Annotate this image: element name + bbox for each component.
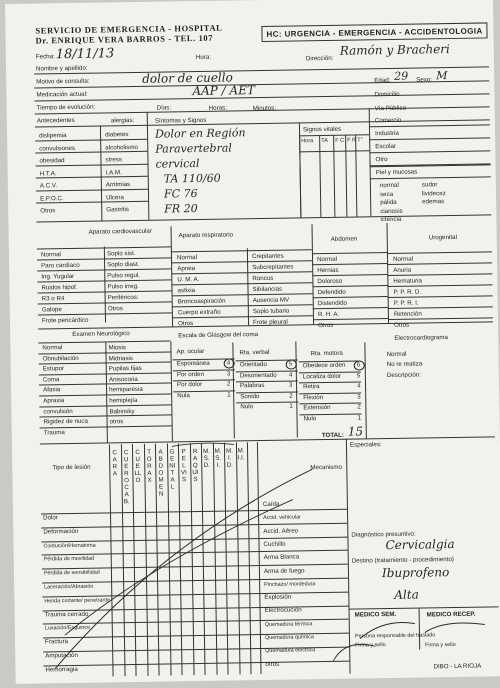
resp-b-6: Frote pleural	[252, 318, 288, 327]
lesion-row-1: Deformación	[43, 527, 79, 536]
tiempo-label: Tiempo de evolución:	[36, 103, 96, 112]
motora-2: Retira	[302, 383, 320, 391]
lesion-col-6: PELVIS	[180, 448, 187, 484]
resp-a-1: Apnea	[177, 265, 196, 273]
resp-b-3: Sibilancias	[252, 285, 283, 294]
medicacion-label: Medicación actual:	[36, 90, 88, 99]
diag-hand-2: Ibuprofeno	[381, 565, 450, 581]
diag-hand-3: Alta	[394, 587, 419, 602]
piel-a-2: pálida	[380, 198, 397, 207]
uro-6: Otros	[394, 321, 410, 329]
header-right-title: HC: URGENCIA - EMERGENCIA - ACCIDENTOLOGIA	[266, 26, 483, 39]
resp-b-4: Ausencia MV	[252, 296, 290, 305]
ocular-score-2: 2	[226, 380, 231, 388]
hora-label: Hora:	[195, 53, 212, 62]
resp-b-2: Roncus	[252, 274, 274, 283]
mecanismo-11: Quemadura eléctrica	[265, 647, 316, 655]
lesion-row-7: Trauma cerrado	[44, 610, 89, 619]
lesion-col-3: TORAX	[146, 448, 152, 484]
abdomen-0: Normal	[316, 255, 338, 264]
header-line-2: Dr. ENRIQUE VERA BARROS - TEL. 107	[35, 32, 214, 46]
mecanismo-6: Pinchazo/ mordedura	[264, 580, 316, 588]
firma2-label: Firma y sello	[425, 642, 456, 649]
especial-noreatiza: No re reatiza	[386, 360, 423, 369]
sintoma-hand-5: FR 20	[164, 201, 198, 216]
signos-col-1: TA	[321, 137, 328, 145]
lesion-col-1: CUEROCAB.	[123, 449, 130, 506]
cardio-title: Aparato cardiovascular	[88, 227, 152, 236]
neuro-a-2: Estupor	[42, 365, 65, 373]
abdomen-5: R. H. A.	[317, 310, 340, 319]
header-line-1: SERVICIO DE EMERGENCIA - HOSPITAL	[35, 22, 223, 36]
neuro-b-4: hemiparesia	[109, 386, 143, 394]
uro-5: Retención	[393, 310, 422, 318]
antecedente-4: A.C.V.	[39, 182, 58, 190]
direccion-value: Ramón y Bracheri	[339, 42, 450, 58]
antecedente-b-6: Gastritis	[106, 206, 130, 214]
lesion-row-2: Contusión/Hematoma	[43, 542, 96, 550]
piel-a-4: ictericia	[380, 215, 402, 224]
verbal-4: Nulo	[240, 403, 254, 411]
edad-value: 29	[394, 69, 409, 83]
motivo-label: Motivo de consulta:	[36, 77, 90, 86]
sexo-value: M	[436, 69, 448, 83]
verbal-score-0: 5	[288, 360, 293, 368]
domicilio-label: Domicilio	[374, 90, 400, 99]
verbal-0: Orientado	[239, 360, 267, 369]
neuro-a-5: Apraxia	[43, 397, 65, 405]
lesion-row-11: Hemorragia	[45, 665, 78, 674]
antecedente-b-2: stress	[105, 156, 123, 164]
antecedente-b-5: Ulcera	[105, 193, 124, 201]
footer-text: DIBO - LA RIOJA	[433, 662, 482, 671]
mecanismo-9: Quemadura térmica	[264, 620, 313, 628]
resp-title: Aparato respiratorio	[178, 231, 234, 240]
lesion-col-4: ABDOMEN	[158, 448, 164, 498]
verbal-3: Sonido	[240, 392, 260, 400]
fecha-label: Fecha:	[35, 53, 55, 61]
mecanismo-10: Quemadura química	[264, 634, 314, 641]
antecedente-3: H.T.A.	[39, 169, 57, 177]
piel-a-3: cianosis	[380, 207, 403, 215]
signos-vitales-title: Signos vitales	[302, 125, 342, 134]
uro-2: Hematuria	[393, 277, 423, 285]
cardio-a-4: R3 o R4	[41, 295, 65, 303]
diag-hand-1: Cervicalgia	[385, 537, 455, 553]
diag-destino-label: Destino (tratamiento - procedimiento)	[351, 556, 454, 565]
ocular-title: Ap. ocular	[176, 347, 205, 356]
resp-b-5: Soplo tubario	[252, 307, 290, 316]
via-label: Vía Pública	[374, 104, 407, 113]
mecanismo-12: otros	[265, 660, 280, 668]
abdomen-1: Hernias	[317, 266, 339, 275]
neuro-b-6: Babinsky	[109, 407, 135, 416]
mecanismo-label: Mecanismo	[310, 463, 343, 472]
motora-1: Localiza dolor	[302, 372, 342, 380]
medico-sem-label: MEDICO SEM.	[354, 610, 397, 619]
lesion-row-9: Fractura	[44, 638, 69, 646]
antecedente-6: Otros	[40, 207, 56, 215]
abdomen-title: Abdomen	[330, 235, 358, 243]
neuro-b-3: Anisocoria	[108, 375, 138, 384]
responsable-label: Persona responsable del traslado	[354, 632, 436, 640]
cardio-b-1: Soplo diast.	[107, 260, 140, 269]
verbal-score-3: 2	[289, 392, 293, 400]
cardio-b-3: Pulso irreg.	[107, 282, 139, 291]
minutos-label: Minutos:	[252, 104, 277, 113]
signos-col-4: T°	[357, 137, 363, 144]
neuro-b-0: Miosis	[108, 344, 127, 352]
lugar-0: Industria	[375, 129, 399, 138]
antecedente-1: convulsiones	[39, 144, 76, 152]
lesion-col-5: GENITAL	[169, 448, 176, 491]
piel-b-0: sudor	[421, 181, 438, 189]
cardio-a-0: Normal	[40, 251, 61, 259]
edad-label: Edad:	[374, 76, 391, 85]
cardio-b-0: Soplo sist.	[106, 249, 136, 258]
ocular-score-0: 4	[226, 359, 231, 367]
cardio-a-2: Ing. Yugular	[41, 272, 75, 281]
motora-score-2: 4	[356, 382, 361, 390]
motora-5: Nulo	[303, 414, 317, 422]
lesion-row-5: Laceración/Abrasión	[44, 583, 94, 591]
firma-label: Firma y sello	[355, 642, 386, 649]
lesion-row-6: Herida cortante/ penetrante	[44, 597, 111, 605]
sintoma-hand-2: cervical	[155, 156, 200, 171]
resp-a-2: U. M. A.	[177, 275, 200, 284]
antecedente-2: obesidad	[39, 157, 65, 165]
especial-descripcion: Descripción:	[386, 371, 421, 380]
motora-3: Flexión	[303, 393, 324, 401]
sintoma-hand-0: Dolor en Región	[154, 126, 246, 141]
glasgow-total-label: TOTAL:	[321, 431, 344, 440]
mecanismo-2: Accid. Aéreo	[263, 527, 299, 535]
motora-0: Obedece orden	[302, 361, 346, 370]
verbal-title: Rta. verbal	[239, 348, 270, 357]
glasgow-total-value: 15	[347, 424, 364, 439]
lesion-col-10: M.I.D.	[226, 447, 234, 469]
lesion-row-8: Luxación/Esguince	[44, 625, 91, 632]
antecedente-b-1: alcoholismo	[105, 143, 138, 151]
antecedente-b-3: I.A.M.	[105, 168, 122, 176]
neuro-a-3: Coma	[42, 375, 60, 384]
piel-b-2: edemas	[422, 198, 445, 206]
cardio-b-5: Otros	[107, 305, 123, 313]
comercio-label: Comercio	[374, 116, 402, 125]
verbal-score-4: 1	[289, 402, 293, 410]
signos-col-2: F C	[335, 137, 345, 144]
resp-a-6: Otros	[177, 320, 194, 328]
dias-label: Días:	[156, 104, 172, 112]
mecanismo-3: Cuchillo	[263, 540, 286, 548]
cardio-b-4: Periféricos:	[107, 293, 139, 302]
neuro-a-1: Obnubilación	[42, 354, 79, 363]
piel-a-0: normal	[379, 181, 399, 190]
mecanismo-1: Accid. vehicular	[263, 514, 301, 522]
mecanismo-7: Explosión	[264, 593, 292, 602]
diag-presuntivo-label: Diagnóstico presuntivo:	[351, 530, 416, 539]
uro-3: P. P. R. D.	[393, 288, 422, 296]
piel-label: Piel y mucosas	[375, 168, 418, 177]
cardio-a-6: Frote pericárdico	[41, 316, 89, 325]
neuro-b-1: Midriasis	[108, 354, 134, 363]
verbal-score-2: 3	[288, 381, 293, 389]
mecanismo-5: Arma de fuego	[263, 566, 305, 575]
neuro-a-7: Rigidez de nuca	[43, 417, 88, 426]
lugar-1: Escolar	[375, 142, 396, 151]
ocular-2: Por dolor	[176, 380, 203, 389]
sintoma-hand-3: TA 110/60	[163, 171, 221, 186]
mecanismo-0: Caída	[262, 500, 280, 509]
verbal-1: Desorientado	[239, 371, 277, 379]
lesion-row-3: Pérdida de movilidad	[43, 556, 95, 563]
lesion-tipo-label: Tipo de lesión	[52, 463, 91, 472]
lesion-row-0: Dolor	[43, 514, 58, 522]
horas-label: Horas:	[208, 104, 227, 112]
cardio-a-3: Ruidos hipof.	[41, 283, 78, 292]
emergency-form-sheet	[5, 0, 500, 684]
alergias-label: alergias:	[110, 116, 135, 125]
antecedentes-label: Antecedentes	[36, 116, 75, 125]
piel-a-1: seca	[379, 190, 394, 198]
resp-a-3: asfixia	[177, 287, 196, 295]
motora-title: Rta. motora	[310, 349, 343, 358]
cardio-a-5: Galope	[41, 306, 62, 314]
mecanismo-4: Arma Blanca	[263, 553, 300, 562]
motora-score-3: 3	[357, 392, 361, 401]
abdomen-6: Otros	[318, 321, 334, 330]
antecedente-b-4: Arritmias	[105, 181, 131, 189]
motora-4: Extensión	[303, 403, 331, 412]
lesion-row-4: Pérdida de sensibilidad	[43, 569, 100, 577]
motivo-value: dolor de cuello	[142, 70, 233, 86]
resp-b-0: Crepitantes	[251, 252, 284, 261]
antecedente-0: dislipemia	[39, 132, 67, 140]
mecanismo-8: Electrocución	[264, 606, 302, 615]
lesion-col-11: M.I.I.	[237, 447, 245, 462]
abdomen-4: Distendido	[317, 299, 348, 308]
sexo-label: Sexo:	[416, 76, 433, 84]
abdomen-2: Doloroso	[317, 277, 343, 286]
neuro-a-6: convulsión	[43, 407, 73, 416]
medico-recep-label: MEDICO RECEP.	[426, 610, 476, 619]
signos-col-0: Hora	[301, 138, 314, 145]
cardio-b-2: Pulso regul.	[107, 271, 141, 280]
motora-score-5: 1	[357, 413, 362, 422]
lesion-col-2: CUELLO	[134, 448, 142, 485]
direccion-label: Dirección:	[305, 54, 334, 63]
especial-normal: Normal	[386, 350, 407, 359]
verbal-2: Palabras	[239, 381, 265, 390]
especiales-label: Especiales:	[349, 441, 382, 449]
nombre-label: Nombre y apellido:	[35, 64, 88, 73]
lesion-col-0: CARA	[112, 449, 118, 478]
uro-1: Anuria	[393, 266, 412, 274]
lesion-col-8: M.S.D.	[203, 447, 211, 469]
fecha-value: 18/11/13	[55, 46, 115, 63]
ocular-1: Por orden	[176, 370, 205, 378]
signos-col-3: F R	[347, 137, 357, 144]
neuro-title: Examen Neurológico	[72, 330, 130, 338]
ocular-score-1: 3	[226, 370, 231, 378]
sintomas-label: Síntomas y Signos	[154, 116, 207, 125]
lesion-row-10: Amputación	[45, 651, 78, 660]
glasgow-title: Escala de Glasgow del coma	[178, 331, 259, 340]
neuro-a-8: Trauma	[43, 428, 65, 437]
medicacion-value: AAP / AET	[192, 83, 256, 99]
neuro-b-7: otros	[109, 418, 124, 426]
motora-score-4: 2	[357, 403, 361, 411]
antecedente-5: E.P.O.C.	[40, 194, 64, 202]
resp-a-4: Broncoaspiración	[177, 297, 226, 306]
neuro-a-0: Normal	[42, 344, 63, 352]
lugar-2: Otro	[375, 156, 388, 164]
ocular-3: Nula	[177, 391, 190, 399]
neuro-b-2: Pupilas fijas	[108, 365, 142, 373]
neuro-a-4: Afasia	[43, 386, 61, 394]
antecedente-b-0: diabetes	[105, 131, 129, 139]
abdomen-3: Defendido	[317, 288, 346, 297]
ocular-score-3: 1	[227, 391, 231, 399]
lesion-col-9: M.S.I.	[214, 447, 222, 469]
sintoma-hand-1: Paravertebral	[155, 141, 232, 156]
cardio-a-1: Paro cardíaco	[41, 261, 80, 270]
resp-a-5: Cuerpo extraño	[177, 308, 221, 317]
motora-score-1: 5	[356, 371, 361, 380]
lesion-col-7: RAQUIS	[192, 448, 199, 484]
resp-a-0: Normal	[176, 254, 198, 262]
piel-b-1: lividecez	[421, 189, 446, 197]
uro-0: Normal	[393, 255, 414, 263]
electro-label: Electrocardiograma	[394, 334, 449, 342]
handwriting-strokes	[5, 0, 500, 684]
urogenital-title: Urogenital	[428, 233, 457, 242]
uro-4: P. P. R. I.	[393, 299, 419, 307]
sintoma-hand-4: FC 76	[163, 186, 198, 201]
verbal-score-1: 4	[288, 371, 293, 379]
motora-score-0: 6	[356, 361, 361, 369]
ocular-0: Espontánea	[176, 359, 210, 368]
neuro-b-5: hemiplejía	[109, 396, 138, 405]
resp-b-1: Subcrepitantes	[252, 263, 294, 272]
